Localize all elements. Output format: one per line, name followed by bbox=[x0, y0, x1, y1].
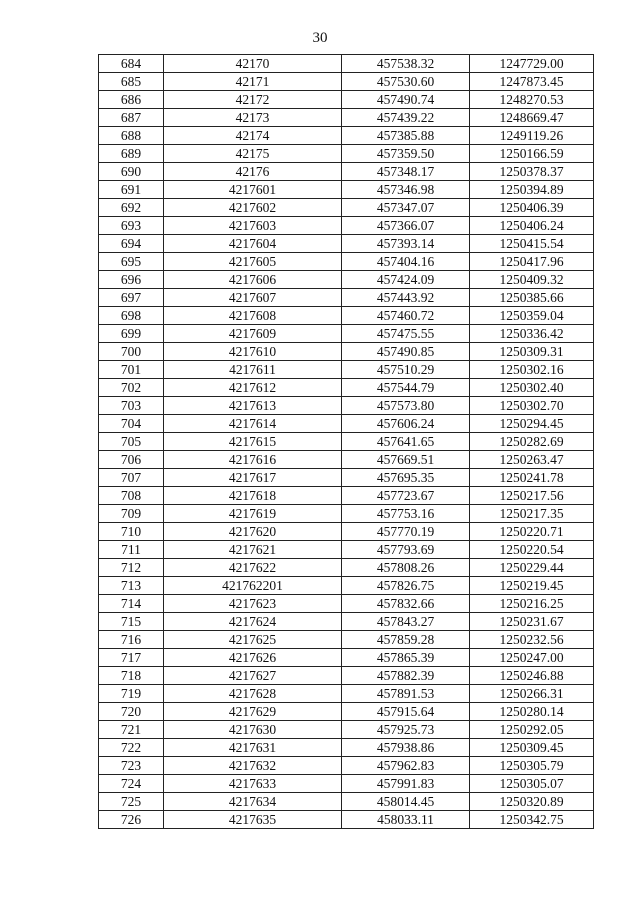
point-id-cell: 4217627 bbox=[164, 667, 342, 685]
x-coordinate-cell: 457573.80 bbox=[342, 397, 470, 415]
point-id-cell: 4217613 bbox=[164, 397, 342, 415]
row-index-cell: 720 bbox=[99, 703, 164, 721]
x-coordinate-cell: 457439.22 bbox=[342, 109, 470, 127]
table-row bbox=[99, 199, 594, 217]
row-index-cell: 692 bbox=[99, 199, 164, 217]
table-row bbox=[99, 217, 594, 235]
table-row bbox=[99, 361, 594, 379]
table-row bbox=[99, 343, 594, 361]
row-index-cell: 704 bbox=[99, 415, 164, 433]
point-id-cell: 4217616 bbox=[164, 451, 342, 469]
point-id-cell: 4217612 bbox=[164, 379, 342, 397]
table-row bbox=[99, 181, 594, 199]
table-row bbox=[99, 505, 594, 523]
row-index-cell: 694 bbox=[99, 235, 164, 253]
table-row bbox=[99, 649, 594, 667]
x-coordinate-cell: 457359.50 bbox=[342, 145, 470, 163]
x-coordinate-cell: 457366.07 bbox=[342, 217, 470, 235]
y-coordinate-cell: 1250280.14 bbox=[470, 703, 594, 721]
row-index-cell: 695 bbox=[99, 253, 164, 271]
x-coordinate-cell: 457669.51 bbox=[342, 451, 470, 469]
table-row bbox=[99, 775, 594, 793]
y-coordinate-cell: 1250217.56 bbox=[470, 487, 594, 505]
y-coordinate-cell: 1250415.54 bbox=[470, 235, 594, 253]
table-row bbox=[99, 685, 594, 703]
point-id-cell: 4217632 bbox=[164, 757, 342, 775]
y-coordinate-cell: 1250220.71 bbox=[470, 523, 594, 541]
x-coordinate-cell: 457606.24 bbox=[342, 415, 470, 433]
point-id-cell: 4217614 bbox=[164, 415, 342, 433]
y-coordinate-cell: 1250342.75 bbox=[470, 811, 594, 829]
y-coordinate-cell: 1248270.53 bbox=[470, 91, 594, 109]
table-row bbox=[99, 163, 594, 181]
x-coordinate-cell: 457475.55 bbox=[342, 325, 470, 343]
x-coordinate-cell: 457538.32 bbox=[342, 55, 470, 73]
x-coordinate-cell: 457544.79 bbox=[342, 379, 470, 397]
x-coordinate-cell: 457826.75 bbox=[342, 577, 470, 595]
row-index-cell: 724 bbox=[99, 775, 164, 793]
x-coordinate-cell: 457695.35 bbox=[342, 469, 470, 487]
table-row bbox=[99, 127, 594, 145]
row-index-cell: 703 bbox=[99, 397, 164, 415]
point-id-cell: 42175 bbox=[164, 145, 342, 163]
x-coordinate-cell: 457490.74 bbox=[342, 91, 470, 109]
table-row bbox=[99, 397, 594, 415]
y-coordinate-cell: 1250294.45 bbox=[470, 415, 594, 433]
x-coordinate-cell: 457753.16 bbox=[342, 505, 470, 523]
coordinates-table-body bbox=[99, 55, 594, 829]
coordinates-table bbox=[98, 54, 594, 829]
x-coordinate-cell: 457385.88 bbox=[342, 127, 470, 145]
x-coordinate-cell: 457991.83 bbox=[342, 775, 470, 793]
row-index-cell: 697 bbox=[99, 289, 164, 307]
y-coordinate-cell: 1250378.37 bbox=[470, 163, 594, 181]
point-id-cell: 421762201 bbox=[164, 577, 342, 595]
table-row bbox=[99, 91, 594, 109]
row-index-cell: 723 bbox=[99, 757, 164, 775]
page-number: 30 bbox=[312, 30, 328, 46]
row-index-cell: 698 bbox=[99, 307, 164, 325]
point-id-cell: 42172 bbox=[164, 91, 342, 109]
y-coordinate-cell: 1250216.25 bbox=[470, 595, 594, 613]
point-id-cell: 4217601 bbox=[164, 181, 342, 199]
row-index-cell: 721 bbox=[99, 721, 164, 739]
x-coordinate-cell: 457443.92 bbox=[342, 289, 470, 307]
y-coordinate-cell: 1250263.47 bbox=[470, 451, 594, 469]
table-row bbox=[99, 487, 594, 505]
point-id-cell: 4217607 bbox=[164, 289, 342, 307]
table-row bbox=[99, 559, 594, 577]
table-row bbox=[99, 271, 594, 289]
y-coordinate-cell: 1250232.56 bbox=[470, 631, 594, 649]
row-index-cell: 696 bbox=[99, 271, 164, 289]
table-row bbox=[99, 433, 594, 451]
table-row bbox=[99, 451, 594, 469]
point-id-cell: 4217620 bbox=[164, 523, 342, 541]
y-coordinate-cell: 1250309.31 bbox=[470, 343, 594, 361]
y-coordinate-cell: 1250302.70 bbox=[470, 397, 594, 415]
table-row bbox=[99, 757, 594, 775]
row-index-cell: 712 bbox=[99, 559, 164, 577]
y-coordinate-cell: 1250305.79 bbox=[470, 757, 594, 775]
point-id-cell: 4217622 bbox=[164, 559, 342, 577]
row-index-cell: 691 bbox=[99, 181, 164, 199]
x-coordinate-cell: 457347.07 bbox=[342, 199, 470, 217]
y-coordinate-cell: 1250282.69 bbox=[470, 433, 594, 451]
row-index-cell: 705 bbox=[99, 433, 164, 451]
x-coordinate-cell: 457793.69 bbox=[342, 541, 470, 559]
table-row bbox=[99, 379, 594, 397]
x-coordinate-cell: 457348.17 bbox=[342, 163, 470, 181]
y-coordinate-cell: 1250266.31 bbox=[470, 685, 594, 703]
x-coordinate-cell: 457530.60 bbox=[342, 73, 470, 91]
y-coordinate-cell: 1250166.59 bbox=[470, 145, 594, 163]
table-row bbox=[99, 235, 594, 253]
y-coordinate-cell: 1250320.89 bbox=[470, 793, 594, 811]
x-coordinate-cell: 457723.67 bbox=[342, 487, 470, 505]
row-index-cell: 718 bbox=[99, 667, 164, 685]
point-id-cell: 4217635 bbox=[164, 811, 342, 829]
point-id-cell: 4217623 bbox=[164, 595, 342, 613]
y-coordinate-cell: 1250305.07 bbox=[470, 775, 594, 793]
y-coordinate-cell: 1250292.05 bbox=[470, 721, 594, 739]
x-coordinate-cell: 457424.09 bbox=[342, 271, 470, 289]
row-index-cell: 702 bbox=[99, 379, 164, 397]
point-id-cell: 4217634 bbox=[164, 793, 342, 811]
row-index-cell: 700 bbox=[99, 343, 164, 361]
row-index-cell: 701 bbox=[99, 361, 164, 379]
row-index-cell: 713 bbox=[99, 577, 164, 595]
point-id-cell: 4217618 bbox=[164, 487, 342, 505]
row-index-cell: 687 bbox=[99, 109, 164, 127]
y-coordinate-cell: 1250231.67 bbox=[470, 613, 594, 631]
y-coordinate-cell: 1248669.47 bbox=[470, 109, 594, 127]
point-id-cell: 42174 bbox=[164, 127, 342, 145]
point-id-cell: 4217631 bbox=[164, 739, 342, 757]
x-coordinate-cell: 457510.29 bbox=[342, 361, 470, 379]
row-index-cell: 709 bbox=[99, 505, 164, 523]
point-id-cell: 4217630 bbox=[164, 721, 342, 739]
row-index-cell: 715 bbox=[99, 613, 164, 631]
point-id-cell: 4217625 bbox=[164, 631, 342, 649]
y-coordinate-cell: 1250246.88 bbox=[470, 667, 594, 685]
row-index-cell: 686 bbox=[99, 91, 164, 109]
x-coordinate-cell: 457770.19 bbox=[342, 523, 470, 541]
y-coordinate-cell: 1250217.35 bbox=[470, 505, 594, 523]
table-row bbox=[99, 469, 594, 487]
row-index-cell: 714 bbox=[99, 595, 164, 613]
y-coordinate-cell: 1250409.32 bbox=[470, 271, 594, 289]
x-coordinate-cell: 457460.72 bbox=[342, 307, 470, 325]
y-coordinate-cell: 1250406.39 bbox=[470, 199, 594, 217]
x-coordinate-cell: 458014.45 bbox=[342, 793, 470, 811]
point-id-cell: 42176 bbox=[164, 163, 342, 181]
point-id-cell: 42171 bbox=[164, 73, 342, 91]
table-row bbox=[99, 595, 594, 613]
point-id-cell: 4217603 bbox=[164, 217, 342, 235]
table-row bbox=[99, 811, 594, 829]
point-id-cell: 4217633 bbox=[164, 775, 342, 793]
y-coordinate-cell: 1250336.42 bbox=[470, 325, 594, 343]
row-index-cell: 726 bbox=[99, 811, 164, 829]
table-row bbox=[99, 613, 594, 631]
row-index-cell: 711 bbox=[99, 541, 164, 559]
y-coordinate-cell: 1250247.00 bbox=[470, 649, 594, 667]
x-coordinate-cell: 457891.53 bbox=[342, 685, 470, 703]
table-row bbox=[99, 667, 594, 685]
point-id-cell: 4217611 bbox=[164, 361, 342, 379]
point-id-cell: 4217608 bbox=[164, 307, 342, 325]
x-coordinate-cell: 457962.83 bbox=[342, 757, 470, 775]
x-coordinate-cell: 457938.86 bbox=[342, 739, 470, 757]
y-coordinate-cell: 1250417.96 bbox=[470, 253, 594, 271]
row-index-cell: 725 bbox=[99, 793, 164, 811]
row-index-cell: 693 bbox=[99, 217, 164, 235]
row-index-cell: 722 bbox=[99, 739, 164, 757]
row-index-cell: 684 bbox=[99, 55, 164, 73]
y-coordinate-cell: 1250302.16 bbox=[470, 361, 594, 379]
row-index-cell: 688 bbox=[99, 127, 164, 145]
point-id-cell: 42173 bbox=[164, 109, 342, 127]
x-coordinate-cell: 457865.39 bbox=[342, 649, 470, 667]
point-id-cell: 42170 bbox=[164, 55, 342, 73]
y-coordinate-cell: 1250394.89 bbox=[470, 181, 594, 199]
y-coordinate-cell: 1247729.00 bbox=[470, 55, 594, 73]
x-coordinate-cell: 457346.98 bbox=[342, 181, 470, 199]
x-coordinate-cell: 457925.73 bbox=[342, 721, 470, 739]
point-id-cell: 4217609 bbox=[164, 325, 342, 343]
x-coordinate-cell: 457404.16 bbox=[342, 253, 470, 271]
x-coordinate-cell: 458033.11 bbox=[342, 811, 470, 829]
row-index-cell: 708 bbox=[99, 487, 164, 505]
y-coordinate-cell: 1250220.54 bbox=[470, 541, 594, 559]
y-coordinate-cell: 1250309.45 bbox=[470, 739, 594, 757]
table-row bbox=[99, 631, 594, 649]
point-id-cell: 4217617 bbox=[164, 469, 342, 487]
x-coordinate-cell: 457393.14 bbox=[342, 235, 470, 253]
table-row bbox=[99, 721, 594, 739]
y-coordinate-cell: 1250219.45 bbox=[470, 577, 594, 595]
table-row bbox=[99, 145, 594, 163]
x-coordinate-cell: 457859.28 bbox=[342, 631, 470, 649]
y-coordinate-cell: 1250385.66 bbox=[470, 289, 594, 307]
y-coordinate-cell: 1250302.40 bbox=[470, 379, 594, 397]
row-index-cell: 707 bbox=[99, 469, 164, 487]
table-row bbox=[99, 109, 594, 127]
row-index-cell: 706 bbox=[99, 451, 164, 469]
point-id-cell: 4217606 bbox=[164, 271, 342, 289]
row-index-cell: 690 bbox=[99, 163, 164, 181]
y-coordinate-cell: 1249119.26 bbox=[470, 127, 594, 145]
row-index-cell: 685 bbox=[99, 73, 164, 91]
row-index-cell: 719 bbox=[99, 685, 164, 703]
point-id-cell: 4217610 bbox=[164, 343, 342, 361]
point-id-cell: 4217626 bbox=[164, 649, 342, 667]
point-id-cell: 4217619 bbox=[164, 505, 342, 523]
point-id-cell: 4217604 bbox=[164, 235, 342, 253]
table-row bbox=[99, 523, 594, 541]
x-coordinate-cell: 457490.85 bbox=[342, 343, 470, 361]
y-coordinate-cell: 1250241.78 bbox=[470, 469, 594, 487]
table-row bbox=[99, 253, 594, 271]
x-coordinate-cell: 457832.66 bbox=[342, 595, 470, 613]
x-coordinate-cell: 457843.27 bbox=[342, 613, 470, 631]
y-coordinate-cell: 1250359.04 bbox=[470, 307, 594, 325]
point-id-cell: 4217621 bbox=[164, 541, 342, 559]
row-index-cell: 699 bbox=[99, 325, 164, 343]
table-row bbox=[99, 73, 594, 91]
point-id-cell: 4217629 bbox=[164, 703, 342, 721]
point-id-cell: 4217624 bbox=[164, 613, 342, 631]
table-row bbox=[99, 307, 594, 325]
table-row bbox=[99, 793, 594, 811]
table-row bbox=[99, 739, 594, 757]
x-coordinate-cell: 457882.39 bbox=[342, 667, 470, 685]
point-id-cell: 4217615 bbox=[164, 433, 342, 451]
x-coordinate-cell: 457641.65 bbox=[342, 433, 470, 451]
table-row bbox=[99, 55, 594, 73]
row-index-cell: 710 bbox=[99, 523, 164, 541]
table-row bbox=[99, 577, 594, 595]
point-id-cell: 4217605 bbox=[164, 253, 342, 271]
table-row bbox=[99, 325, 594, 343]
table-row bbox=[99, 289, 594, 307]
x-coordinate-cell: 457915.64 bbox=[342, 703, 470, 721]
point-id-cell: 4217602 bbox=[164, 199, 342, 217]
y-coordinate-cell: 1250229.44 bbox=[470, 559, 594, 577]
row-index-cell: 716 bbox=[99, 631, 164, 649]
row-index-cell: 717 bbox=[99, 649, 164, 667]
y-coordinate-cell: 1250406.24 bbox=[470, 217, 594, 235]
point-id-cell: 4217628 bbox=[164, 685, 342, 703]
table-row bbox=[99, 415, 594, 433]
x-coordinate-cell: 457808.26 bbox=[342, 559, 470, 577]
table-row bbox=[99, 703, 594, 721]
table-row bbox=[99, 541, 594, 559]
row-index-cell: 689 bbox=[99, 145, 164, 163]
y-coordinate-cell: 1247873.45 bbox=[470, 73, 594, 91]
